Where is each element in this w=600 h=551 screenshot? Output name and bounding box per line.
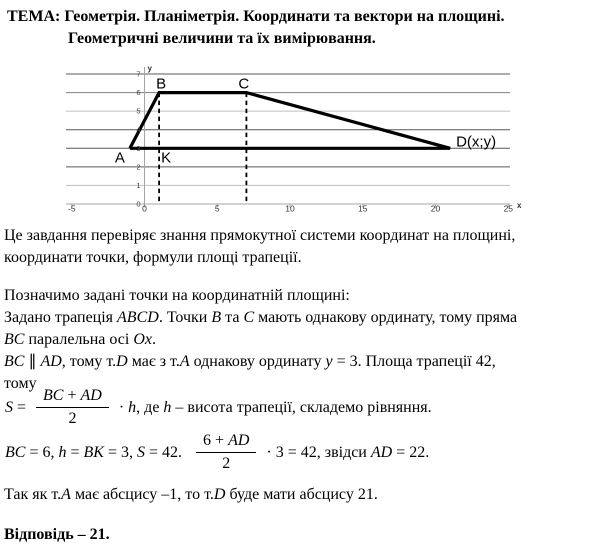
trapezoid-area-formula — [5, 386, 600, 429]
point-label-B: B — [156, 75, 167, 93]
fraction-numerator: 6 + AD — [196, 431, 256, 453]
title-line-1: ТЕМА: Геометрія. Планіметрія. Координати та вектори на площині. — [7, 8, 505, 25]
coordinate-plane-figure — [0, 62, 600, 214]
x-tick-label-15: 15 — [358, 203, 368, 214]
text-line: Відповідь – 21. — [4, 526, 110, 543]
marking-heading — [4, 285, 600, 307]
fraction-denominator: 2 — [68, 410, 77, 427]
point-label-C: C — [238, 75, 250, 93]
y-tick-label-1: 1 — [136, 180, 141, 190]
point-label-K: K — [161, 149, 172, 167]
document-body — [4, 225, 600, 546]
title-line-2: Геометричні величини та їх вимірювання. — [68, 30, 376, 47]
x-axis-letter: x — [517, 201, 522, 210]
point-label-D: D(x;y) — [456, 133, 497, 151]
fraction-denominator: 2 — [222, 455, 231, 472]
formula-suffix: · 3 = 42, звідси AD = 22. — [262, 443, 430, 461]
text-line: тому — [4, 375, 37, 392]
y-tick-label-3: 3 — [136, 143, 141, 153]
intro-paragraph — [4, 225, 600, 269]
y-axis-letter: y — [147, 64, 152, 73]
y-tick-label-4: 4 — [136, 125, 141, 135]
formula-prefix: S = — [5, 398, 31, 416]
formula-prefix: BC = 6, h = BK = 3, S = 42. — [5, 443, 191, 461]
fraction — [196, 431, 256, 474]
area-equation-solution — [5, 431, 600, 474]
text-line: Задано трапеція ABCD. Точки B та C мають однакову ординату, тому пряма — [4, 309, 518, 326]
x-tick-label-25: 25 — [503, 203, 514, 214]
formula-suffix: · h, де h – висота трапеції, складемо рівняння. — [114, 398, 432, 416]
x-tick-label--5: -5 — [68, 203, 76, 214]
point-label-A: A — [114, 149, 125, 167]
text-line: Так як т.A має абсцису –1, то т.D буде мати абсцису 21. — [4, 486, 378, 503]
y-tick-label-7: 7 — [136, 69, 141, 79]
conclusion-paragraph — [4, 484, 600, 506]
document-page — [0, 6, 600, 551]
y-tick-label-5: 5 — [136, 106, 141, 116]
x-tick-label-0: 0 — [142, 203, 147, 214]
solution-paragraph — [4, 307, 600, 395]
x-tick-label-20: 20 — [430, 203, 441, 214]
text-line: Це завдання перевіряє знання прямокутної системи координат на площині, — [4, 227, 516, 244]
text-line: BC ∥ AD, тому т.D має з т.A однакову ординату y = 3. Площа трапеції 42, — [4, 353, 496, 370]
x-tick-label-10: 10 — [285, 203, 295, 214]
x-tick-label-5: 5 — [214, 203, 220, 214]
trapezoid-outline — [130, 93, 450, 149]
coordinate-plane-svg — [0, 62, 600, 214]
text-line: BC паралельна осі Ox. — [4, 331, 156, 348]
answer-line — [4, 524, 600, 546]
page-title — [7, 6, 600, 50]
fraction-numerator: BC + AD — [36, 386, 109, 408]
y-tick-label-2: 2 — [136, 162, 141, 172]
text-line: Позначимо задані точки на координатній площині: — [4, 287, 350, 304]
text-line: координати точки, формули площі трапеції. — [4, 249, 302, 266]
fraction — [36, 386, 109, 429]
y-tick-label-6: 6 — [136, 88, 141, 98]
y-tick-label-0: 0 — [136, 199, 141, 209]
